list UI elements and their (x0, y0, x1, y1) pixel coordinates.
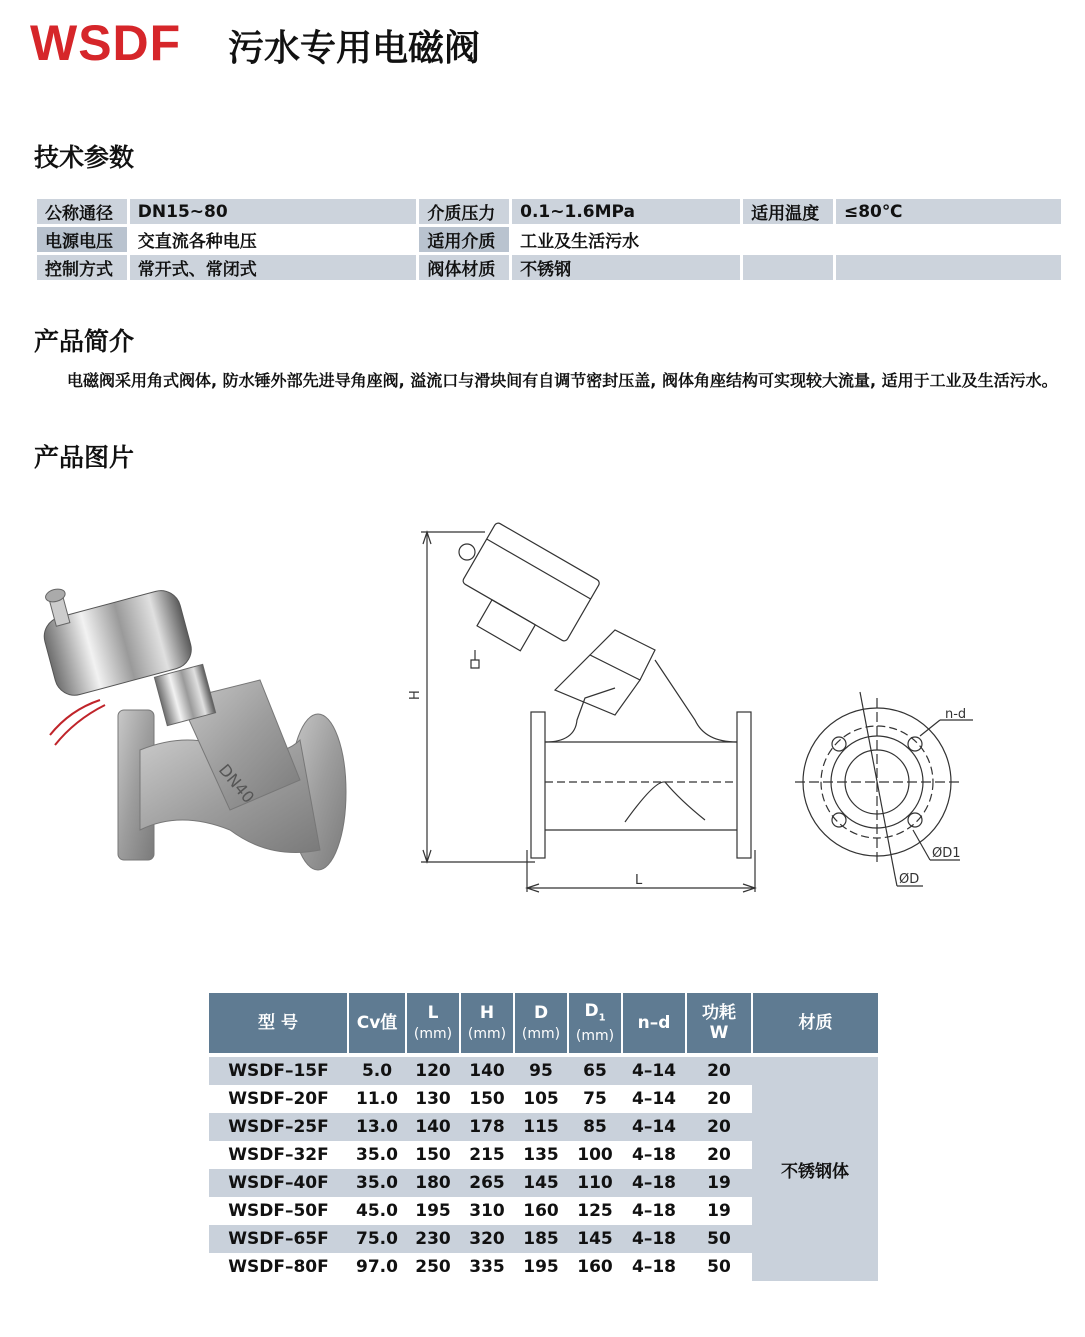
cell-cv: 35.0 (348, 1141, 406, 1169)
cell-nd: 4–18 (622, 1253, 686, 1281)
cell-d: 185 (514, 1225, 568, 1253)
cell-cv: 97.0 (348, 1253, 406, 1281)
cell-l: 195 (406, 1197, 460, 1225)
cell-power: 20 (686, 1113, 752, 1141)
header-h-unit: (mm) (467, 1026, 507, 1042)
product-photo (30, 560, 360, 880)
cell-l: 150 (406, 1141, 460, 1169)
cell-l: 180 (406, 1169, 460, 1197)
cell-power: 50 (686, 1225, 752, 1253)
header-h-label: H (479, 1002, 495, 1023)
spec-key: 电源电压 (37, 227, 127, 252)
header-d-label: D (533, 1002, 549, 1023)
cell-cv: 45.0 (348, 1197, 406, 1225)
dimension-l-label: L (635, 873, 643, 888)
cell-power: 19 (686, 1169, 752, 1197)
cell-cv: 5.0 (348, 1057, 406, 1085)
cell-d1: 65 (568, 1057, 622, 1085)
flange-face-drawing (795, 680, 985, 905)
header-d1-unit: (mm) (575, 1027, 615, 1044)
cell-d1: 75 (568, 1085, 622, 1113)
header-cv: Cv值 (348, 993, 406, 1053)
d-label: ØD (899, 872, 920, 887)
spec-table (34, 196, 1064, 283)
header-d1-subscript: 1 (598, 1012, 606, 1024)
cell-l: 130 (406, 1085, 460, 1113)
cell-model: WSDF–15F (209, 1057, 348, 1085)
cell-model: WSDF–25F (209, 1113, 348, 1141)
spec-row (37, 199, 1061, 224)
dimension-h-label: H (408, 690, 423, 700)
intro-section-title: 产品简介 (34, 327, 135, 356)
cell-nd: 4–18 (622, 1169, 686, 1197)
cell-power: 19 (686, 1197, 752, 1225)
spec-value: 0.1~1.6MPa (512, 199, 740, 224)
spec-key: 阀体材质 (419, 255, 509, 280)
spec-row (37, 255, 1061, 280)
spec-row (37, 227, 1061, 252)
cell-power: 50 (686, 1253, 752, 1281)
header-l-unit: (mm) (413, 1026, 453, 1042)
spec-key: 公称通径 (37, 199, 127, 224)
spec-key: 介质压力 (419, 199, 509, 224)
cell-h: 310 (460, 1197, 514, 1225)
cell-cv: 35.0 (348, 1169, 406, 1197)
intro-paragraph: 电磁阀采用角式阀体, 防水锤外部先进导角座阀, 溢流口与滑块间有自调节密封压盖, 阀体角座结构可实现较大流量, 适用于工业及生活污水。 (67, 371, 1058, 390)
table-row (209, 1057, 878, 1085)
spec-value: ≤80℃ (836, 199, 1061, 224)
cell-d: 145 (514, 1169, 568, 1197)
pictures-section-title: 产品图片 (34, 443, 135, 472)
cell-d: 135 (514, 1141, 568, 1169)
cell-nd: 4–14 (622, 1057, 686, 1085)
header-nd: n–d (622, 993, 686, 1053)
cell-model: WSDF–65F (209, 1225, 348, 1253)
cell-cv: 11.0 (348, 1085, 406, 1113)
header-power (686, 993, 752, 1053)
cell-d: 115 (514, 1113, 568, 1141)
cell-cv: 75.0 (348, 1225, 406, 1253)
cell-h: 335 (460, 1253, 514, 1281)
header-material: 材质 (752, 993, 878, 1053)
spec-value: 不锈钢 (512, 255, 740, 280)
header-d1 (568, 993, 622, 1053)
cell-cv: 13.0 (348, 1113, 406, 1141)
cell-model: WSDF–32F (209, 1141, 348, 1169)
header-d-unit: (mm) (521, 1026, 561, 1042)
cell-d: 95 (514, 1057, 568, 1085)
cell-l: 120 (406, 1057, 460, 1085)
spec-value: DN15~80 (130, 199, 417, 224)
brand-logo: WSDF (30, 15, 182, 71)
spec-key: 适用介质 (419, 227, 509, 252)
cell-d: 195 (514, 1253, 568, 1281)
spec-value: 常开式、常闭式 (130, 255, 417, 280)
cell-power: 20 (686, 1057, 752, 1085)
cell-d: 105 (514, 1085, 568, 1113)
cell-model: WSDF–80F (209, 1253, 348, 1281)
cell-nd: 4–14 (622, 1113, 686, 1141)
cell-power: 20 (686, 1085, 752, 1113)
cell-model: WSDF–20F (209, 1085, 348, 1113)
photo-marking: DN40 (214, 760, 259, 807)
cell-h: 140 (460, 1057, 514, 1085)
nd-label: n-d (945, 707, 967, 722)
header-h (460, 993, 514, 1053)
cell-h: 178 (460, 1113, 514, 1141)
cell-l: 250 (406, 1253, 460, 1281)
spec-value (836, 227, 1061, 252)
cell-model: WSDF–50F (209, 1197, 348, 1225)
spec-value: 交直流各种电压 (130, 227, 417, 252)
header-l-label: L (427, 1002, 439, 1023)
header-model: 型 号 (209, 993, 348, 1053)
header-l (406, 993, 460, 1053)
cell-model: WSDF–40F (209, 1169, 348, 1197)
cell-d1: 160 (568, 1253, 622, 1281)
cell-nd: 4–14 (622, 1085, 686, 1113)
cell-h: 320 (460, 1225, 514, 1253)
cell-h: 150 (460, 1085, 514, 1113)
specs-section-title: 技术参数 (34, 143, 135, 172)
model-table (209, 993, 878, 1281)
cell-d1: 110 (568, 1169, 622, 1197)
page-title: 污水专用电磁阀 (228, 27, 481, 69)
cell-d: 160 (514, 1197, 568, 1225)
spec-value (836, 255, 1061, 280)
cell-l: 230 (406, 1225, 460, 1253)
cell-nd: 4–18 (622, 1197, 686, 1225)
header-power-unit: W (709, 1023, 729, 1043)
header-d1-label: D (584, 1001, 599, 1022)
cell-nd: 4–18 (622, 1141, 686, 1169)
cell-material: 不锈钢体 (752, 1057, 878, 1281)
spec-value: 工业及生活污水 (512, 227, 740, 252)
spec-key: 适用温度 (743, 199, 833, 224)
cell-d1: 125 (568, 1197, 622, 1225)
valve-side-drawing (405, 520, 775, 900)
cell-d1: 145 (568, 1225, 622, 1253)
header-power-label: 功耗 (702, 1002, 736, 1023)
cell-d1: 85 (568, 1113, 622, 1141)
spec-key: 控制方式 (37, 255, 127, 280)
cell-h: 265 (460, 1169, 514, 1197)
spec-key (743, 255, 833, 280)
cell-nd: 4–18 (622, 1225, 686, 1253)
cell-d1: 100 (568, 1141, 622, 1169)
model-table-header (209, 993, 878, 1053)
cell-power: 20 (686, 1141, 752, 1169)
cell-l: 140 (406, 1113, 460, 1141)
header-d (514, 993, 568, 1053)
spec-key (743, 227, 833, 252)
d1-label: ØD1 (932, 846, 961, 861)
cell-h: 215 (460, 1141, 514, 1169)
